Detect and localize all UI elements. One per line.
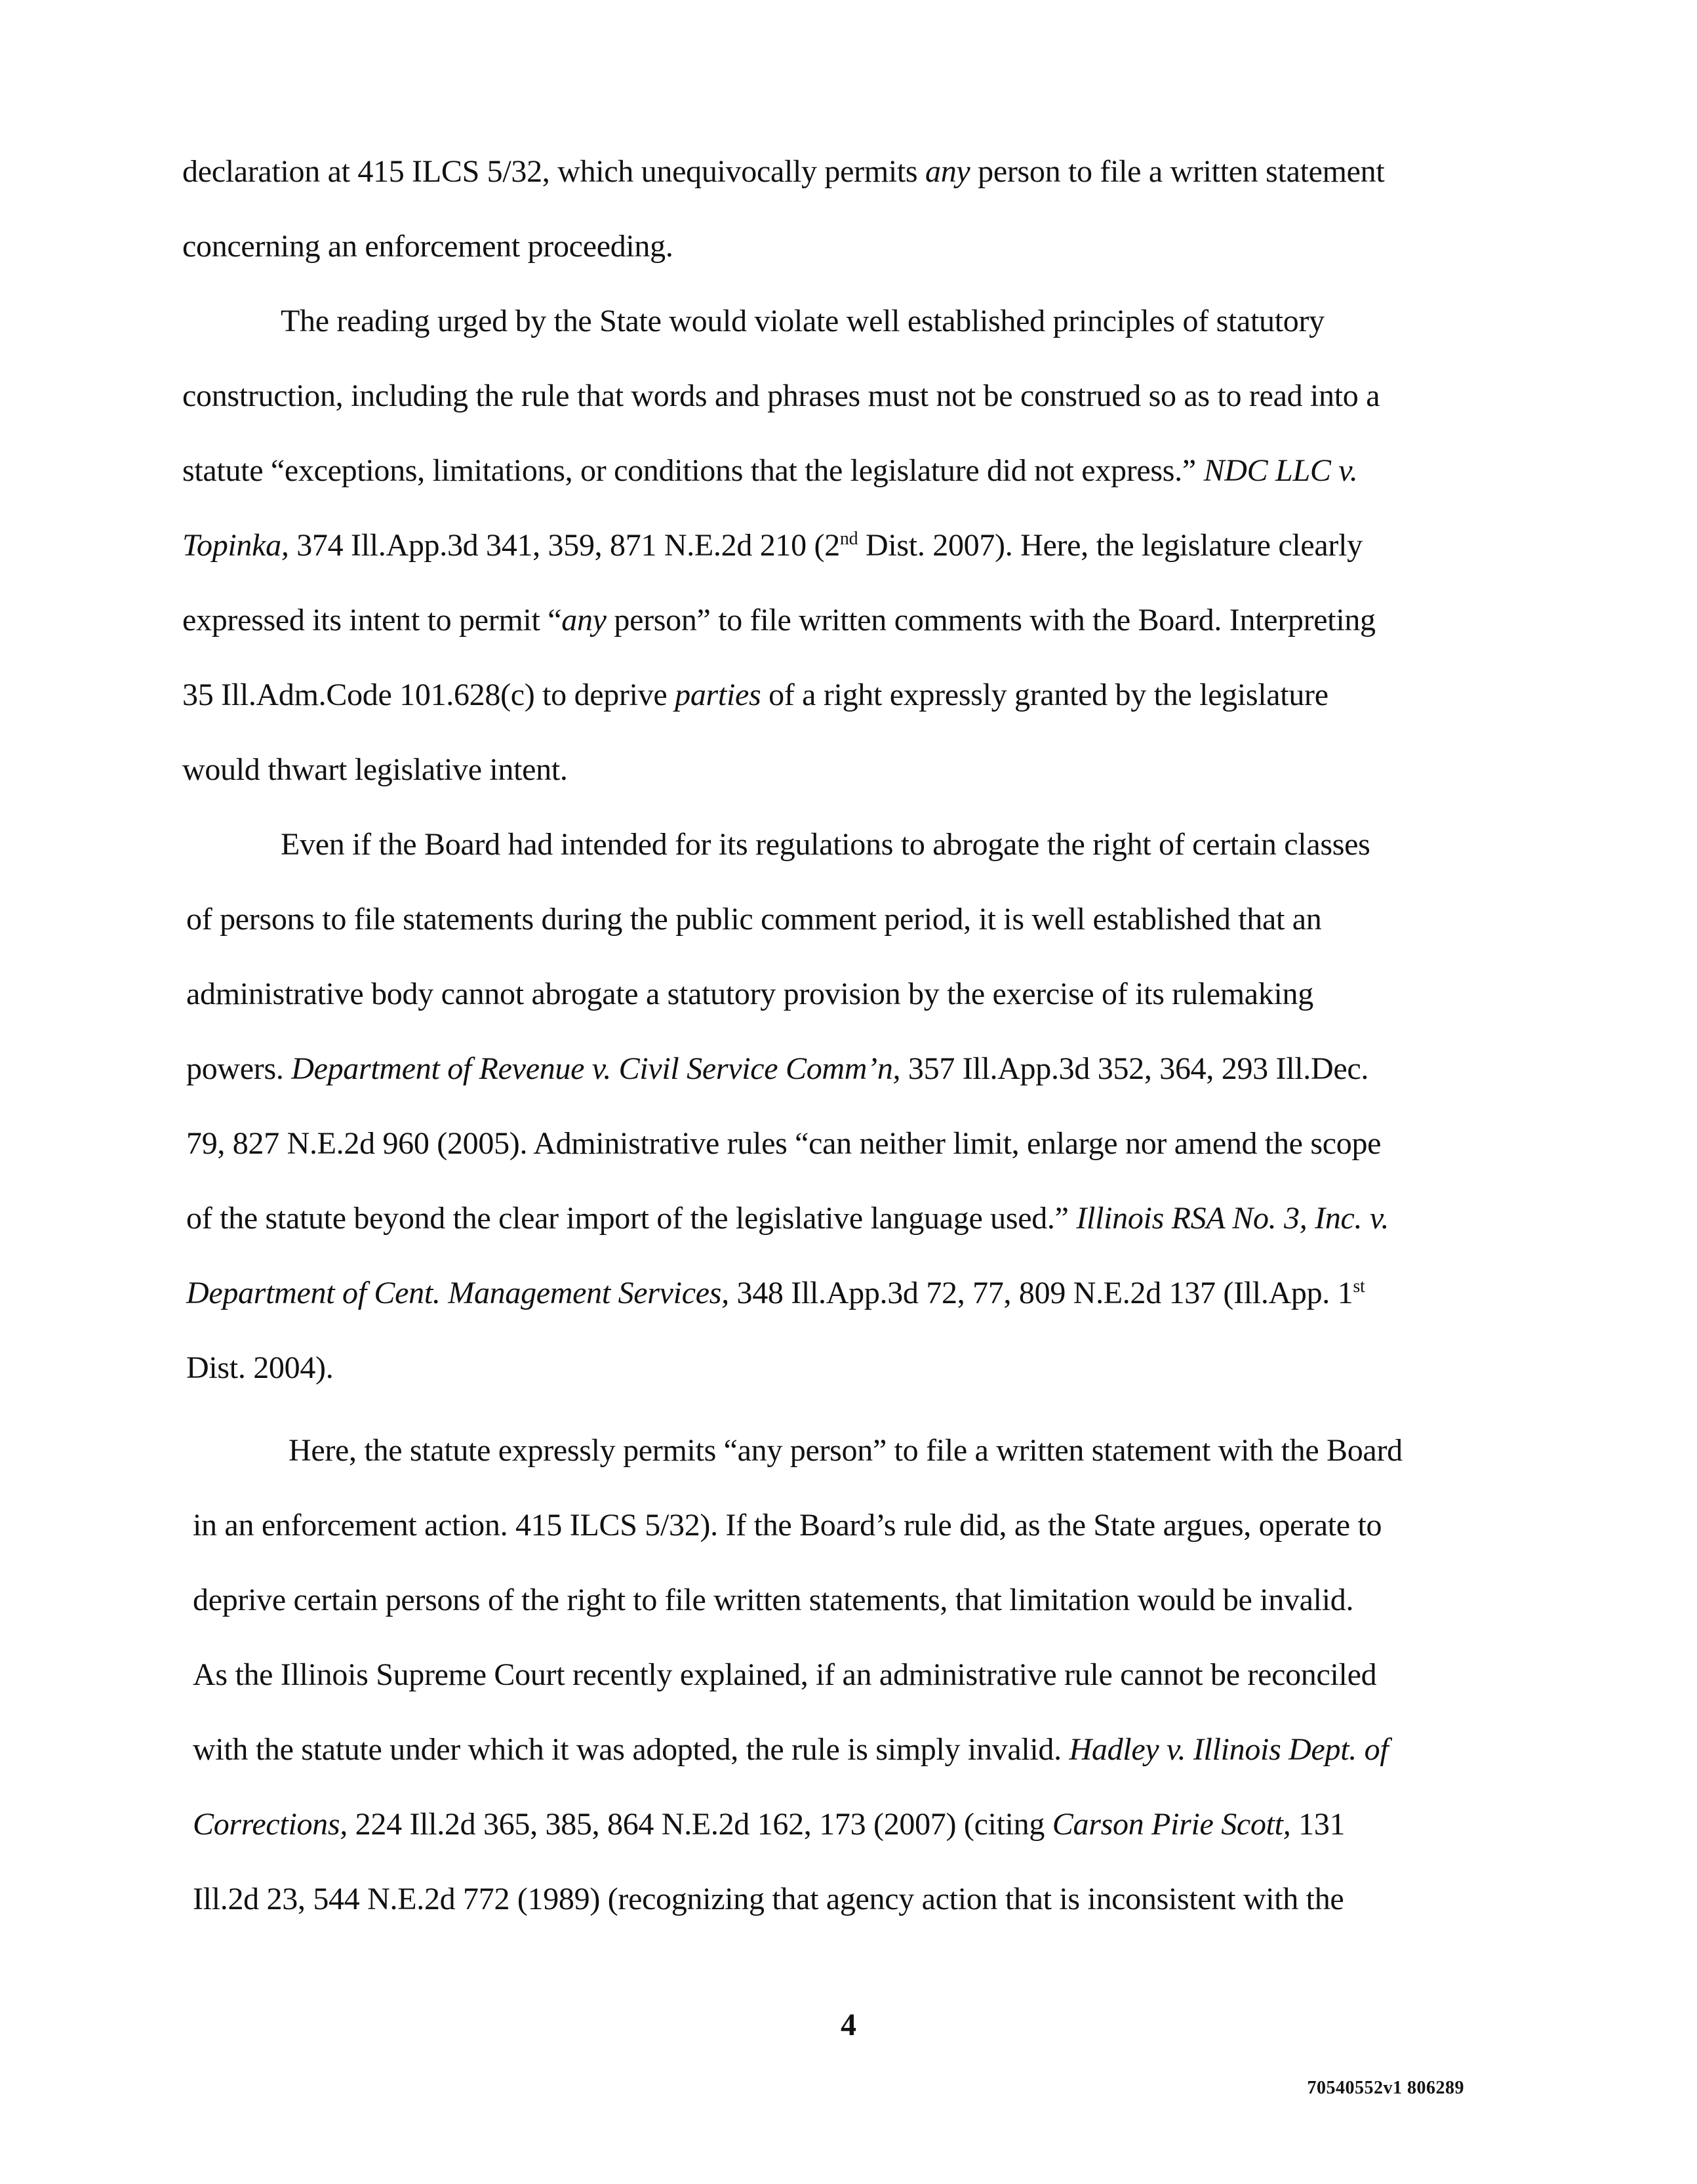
text-line: [193, 1655, 1466, 1695]
text-run: concerning an enforcement proceeding.: [182, 229, 673, 264]
text-run: deprive certain persons of the right to file written statements, that limitation would be invalid.: [193, 1583, 1354, 1617]
text-run: construction, including the rule that words and phrases must not be construed so as to read into a: [182, 378, 1380, 413]
page-number: 4: [841, 2008, 856, 2042]
italic-citation: Hadley v. Illinois Dept. of: [1069, 1732, 1389, 1767]
text-line: [182, 526, 1457, 565]
text-run: 224 Ill.2d 365, 385, 864 N.E.2d 162, 173 (2007) (citing: [347, 1807, 1052, 1842]
text-run: Even if the Board had intended for its regulations to abrogate the right of certain classes: [281, 827, 1370, 862]
italic-citation: any: [925, 154, 970, 189]
text-run: person to file a written statement: [970, 154, 1385, 189]
italic-citation: Topinka,: [182, 528, 289, 563]
text-line: [182, 152, 1457, 192]
text-run: of the statute beyond the clear import of the legislative language used.”: [186, 1201, 1077, 1236]
text-line: [186, 975, 1458, 1014]
text-line: [193, 1581, 1466, 1620]
text-run: would thwart legislative intent.: [182, 752, 568, 787]
text-run: administrative body cannot abrogate a statutory provision by the exercise of its rulemaking: [186, 977, 1313, 1011]
text-run: The reading urged by the State would violate well established principles of statutory: [281, 304, 1325, 338]
italic-citation: any: [561, 603, 607, 637]
text-run: Here, the statute expressly permits “any person” to file a written statement with the Board: [289, 1433, 1403, 1468]
text-run: 357 Ill.App.3d 352, 364, 293 Ill.Dec.: [900, 1051, 1369, 1086]
text-run: expressed its intent to permit “: [182, 603, 562, 637]
text-run: 35 Ill.Adm.Code 101.628(c) to deprive: [182, 677, 675, 712]
text-run: with the statute under which it was adopted, the rule is simply invalid.: [193, 1732, 1069, 1767]
document-id: 70540552v1 806289: [1307, 2078, 1464, 2098]
text-line: [186, 1049, 1458, 1089]
text-line: [193, 1506, 1466, 1545]
text-line: [182, 376, 1457, 416]
italic-citation: Department of Cent. Management Services,: [186, 1276, 729, 1310]
text-line: [186, 1199, 1458, 1238]
superscript: nd: [839, 529, 858, 549]
italic-citation: Corrections,: [193, 1807, 348, 1842]
text-run: 348 Ill.App.3d 72, 77, 809 N.E.2d 137 (Ill.App. 1: [729, 1276, 1353, 1310]
text-run: in an enforcement action. 415 ILCS 5/32). If the Board’s rule did, as the State argues, operate to: [193, 1508, 1382, 1543]
text-line: [182, 601, 1457, 640]
text-line: [289, 1431, 1466, 1470]
text-run: of a right expressly granted by the legislature: [761, 677, 1328, 712]
text-line: [186, 1124, 1458, 1163]
text-line: [186, 1348, 333, 1388]
text-run: Dist. 2007). Here, the legislature clearly: [858, 528, 1363, 563]
italic-citation: Illinois RSA No. 3, Inc. v.: [1076, 1201, 1389, 1236]
text-line: [182, 750, 568, 790]
text-run: 79, 827 N.E.2d 960 (2005). Administrative rules “can neither limit, enlarge nor amend the scope: [186, 1126, 1382, 1161]
text-line: [281, 825, 1457, 864]
text-line: [182, 227, 673, 266]
italic-citation: Department of Revenue v. Civil Service Comm’n,: [291, 1051, 901, 1086]
text-line: [193, 1805, 1466, 1844]
text-line: [281, 302, 1457, 341]
text-line: [182, 676, 1457, 715]
text-line: [182, 451, 1457, 491]
italic-citation: parties: [675, 677, 761, 712]
text-run: of persons to file statements during the public comment period, it is well established that an: [186, 902, 1322, 937]
text-run: person” to file written comments with the Board. Interpreting: [606, 603, 1376, 637]
text-line: [193, 1730, 1466, 1769]
text-line: [186, 900, 1458, 939]
text-run: Ill.2d 23, 544 N.E.2d 772 (1989) (recognizing that agency action that is inconsistent with the: [193, 1882, 1344, 1916]
text-run: As the Illinois Supreme Court recently explained, if an administrative rule cannot be reconciled: [193, 1657, 1377, 1692]
text-line: [186, 1274, 1458, 1313]
text-run: statute “exceptions, limitations, or conditions that the legislature did not express.”: [182, 453, 1204, 488]
text-run: declaration at 415 ILCS 5/32, which unequivocally permits: [182, 154, 926, 189]
italic-citation: Carson Pirie Scott,: [1052, 1807, 1291, 1842]
italic-citation: NDC LLC v.: [1203, 453, 1358, 488]
text-run: 374 Ill.App.3d 341, 359, 871 N.E.2d 210 (2: [289, 528, 840, 563]
text-run: powers.: [186, 1051, 292, 1086]
text-line: [193, 1880, 1466, 1919]
text-run: 131: [1290, 1807, 1346, 1842]
superscript: st: [1353, 1276, 1365, 1297]
text-run: Dist. 2004).: [186, 1350, 334, 1385]
